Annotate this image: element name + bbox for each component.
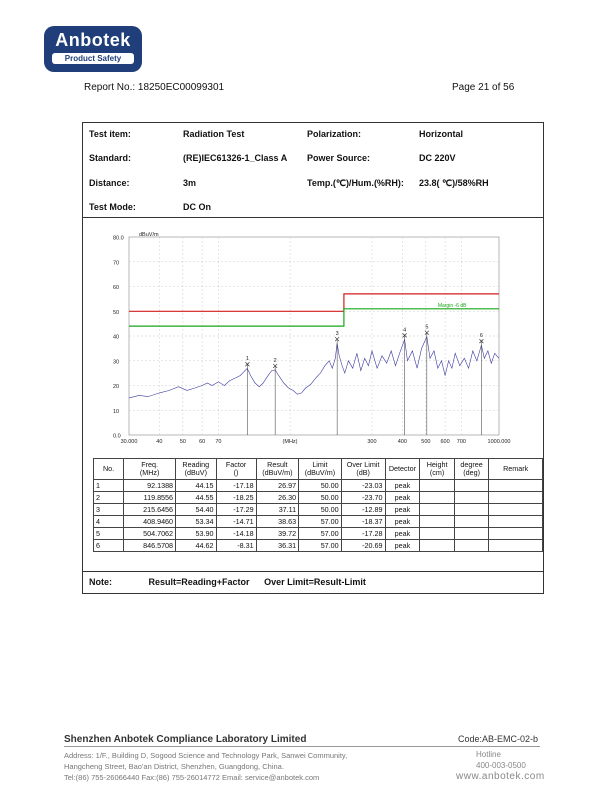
table-cell: 50.00 <box>299 504 342 516</box>
y-tick-label: 20 <box>113 384 120 390</box>
table-cell: 26.30 <box>256 492 299 504</box>
x-tick-label: 500 <box>421 439 431 445</box>
results-table-header <box>94 459 543 480</box>
results-table-body <box>94 480 543 552</box>
table-cell: 57.00 <box>299 516 342 528</box>
table-cell <box>489 480 543 492</box>
table-header-cell: Limit (dBuV/m) <box>299 459 342 480</box>
table-cell: 5 <box>94 528 124 540</box>
table-cell: 53.90 <box>176 528 216 540</box>
table-cell: 50.00 <box>299 480 342 492</box>
table-cell: peak <box>385 528 420 540</box>
x-tick-label: 1000.000 <box>487 439 511 445</box>
standard-label: Standard: <box>89 153 132 163</box>
table-header-cell: No. <box>94 459 124 480</box>
table-header-cell: Height (cm) <box>420 459 454 480</box>
power-source-value: DC 220V <box>419 153 456 163</box>
table-header-cell: Factor () <box>216 459 256 480</box>
table-cell <box>420 504 454 516</box>
note-formula-overlimit: Over Limit=Result-Limit <box>264 577 366 587</box>
footer-lab-name: Shenzhen Anbotek Compliance Laboratory Limited <box>64 734 307 745</box>
table-header-cell: Over Limit (dB) <box>341 459 385 480</box>
table-cell: -17.28 <box>341 528 385 540</box>
table-cell: 44.15 <box>176 480 216 492</box>
footer-address-line2: Hangcheng Street, Bao'an District, Shenzhen, Guangdong, China. <box>64 762 284 771</box>
x-tick-label: 40 <box>156 439 163 445</box>
company-logo <box>44 26 142 72</box>
table-cell: peak <box>385 540 420 552</box>
table-row <box>94 528 543 540</box>
x-tick-label: 400 <box>397 439 407 445</box>
test-item-value: Radiation Test <box>183 129 245 139</box>
marker-label: 5 <box>425 324 429 331</box>
marker-label: 6 <box>479 333 483 340</box>
table-cell: 57.00 <box>299 540 342 552</box>
table-cell: 408.9460 <box>124 516 176 528</box>
table-header-cell: Detector <box>385 459 420 480</box>
table-cell: 53.34 <box>176 516 216 528</box>
page-number: Page 21 of 56 <box>452 82 515 93</box>
test-mode-value: DC On <box>183 202 211 212</box>
table-cell <box>454 504 489 516</box>
temp-hum-value: 23.8( ℃)/58%RH <box>419 178 489 188</box>
y-tick-label: 80.0 <box>113 235 124 242</box>
table-cell: 92.1388 <box>124 480 176 492</box>
table-cell: -14.18 <box>216 528 256 540</box>
y-tick-label: 10 <box>113 408 120 415</box>
power-source-label: Power Source: <box>307 153 371 163</box>
table-cell: 44.55 <box>176 492 216 504</box>
test-report-frame <box>82 122 544 594</box>
table-row <box>94 516 543 528</box>
y-axis-label: dBuV/m <box>139 232 159 238</box>
table-cell: 846.5708 <box>124 540 176 552</box>
table-cell: 54.40 <box>176 504 216 516</box>
table-cell: -8.31 <box>216 540 256 552</box>
footer-contact: Tel:(86) 755-26066440 Fax:(86) 755-26014772 Email: service@anbotek.com <box>64 773 320 782</box>
x-tick-label: (MHz) <box>282 439 298 445</box>
table-cell: -18.25 <box>216 492 256 504</box>
note-divider <box>83 571 543 572</box>
y-tick-label: 70 <box>113 260 120 267</box>
table-header-cell: degree (deg) <box>454 459 489 480</box>
table-cell: 4 <box>94 516 124 528</box>
table-cell <box>454 528 489 540</box>
footer-form-code: Code:AB-EMC-02-b <box>458 734 539 744</box>
table-cell: -14.71 <box>216 516 256 528</box>
table-header-cell: Result (dBuV/m) <box>256 459 299 480</box>
table-header-cell: Reading (dBuV) <box>176 459 216 480</box>
y-tick-label: 60 <box>113 285 120 291</box>
table-cell: peak <box>385 516 420 528</box>
table-cell: -18.37 <box>341 516 385 528</box>
table-cell: 26.97 <box>256 480 299 492</box>
table-row <box>94 540 543 552</box>
footer-hotline-number: 400-003-0500 <box>476 761 526 770</box>
note-label: Note: <box>89 577 112 587</box>
table-cell: 38.63 <box>256 516 299 528</box>
table-cell: -17.29 <box>216 504 256 516</box>
table-cell: -17.18 <box>216 480 256 492</box>
table-cell <box>420 528 454 540</box>
distance-value: 3m <box>183 178 197 188</box>
table-cell <box>420 516 454 528</box>
table-cell: 50.00 <box>299 492 342 504</box>
footer-hotline-label: Hotline <box>476 750 501 759</box>
table-cell: 215.6456 <box>124 504 176 516</box>
polarization-label: Polarization: <box>307 129 362 139</box>
x-tick-label: 50 <box>179 439 186 445</box>
note <box>89 577 366 587</box>
y-tick-label: 50 <box>113 309 120 316</box>
table-cell: 6 <box>94 540 124 552</box>
marker-label: 3 <box>335 331 339 338</box>
y-tick-label: 40 <box>113 334 120 341</box>
table-cell <box>420 480 454 492</box>
table-cell: 3 <box>94 504 124 516</box>
test-item-label: Test item: <box>89 129 131 139</box>
x-tick-label: 60 <box>199 439 206 445</box>
table-cell: 57.00 <box>299 528 342 540</box>
table-cell <box>489 528 543 540</box>
table-row <box>94 492 543 504</box>
distance-label: Distance: <box>89 178 130 188</box>
x-tick-label: 300 <box>367 439 377 445</box>
table-row <box>94 504 543 516</box>
logo-subtitle: Product Safety <box>52 53 134 64</box>
logo-brand: Anbotek <box>55 30 131 50</box>
emission-chart-svg <box>89 227 521 453</box>
table-cell: 504.7062 <box>124 528 176 540</box>
table-cell: 2 <box>94 492 124 504</box>
table-cell <box>454 540 489 552</box>
table-cell: 44.62 <box>176 540 216 552</box>
table-cell <box>489 540 543 552</box>
table-cell <box>454 492 489 504</box>
table-cell <box>420 492 454 504</box>
table-cell: 36.31 <box>256 540 299 552</box>
table-row <box>94 480 543 492</box>
table-cell <box>454 480 489 492</box>
x-tick-label: 70 <box>215 439 222 445</box>
x-tick-label: 30.000 <box>120 439 138 445</box>
marker-label: 4 <box>403 327 407 334</box>
footer-address-line1: Address: 1/F., Building D, Sogood Science and Technology Park, Sanwei Community, <box>64 751 348 760</box>
table-header-cell: Freq. (MHz) <box>124 459 176 480</box>
table-cell: peak <box>385 480 420 492</box>
x-tick-label: 600 <box>440 439 450 445</box>
table-cell <box>489 492 543 504</box>
table-cell: 119.8556 <box>124 492 176 504</box>
note-formula-result: Result=Reading+Factor <box>148 577 250 587</box>
table-cell: -12.89 <box>341 504 385 516</box>
table-cell: 39.72 <box>256 528 299 540</box>
info-divider <box>83 217 543 218</box>
emission-chart <box>89 227 521 453</box>
report-number: Report No.: 18250EC00099301 <box>84 82 225 93</box>
temp-hum-label: Temp.(℃)/Hum.(%RH): <box>307 178 404 188</box>
table-cell: 37.11 <box>256 504 299 516</box>
table-cell <box>489 516 543 528</box>
y-tick-label: 30 <box>113 359 120 366</box>
table-cell: 1 <box>94 480 124 492</box>
footer-website: www.anbotek.com <box>456 771 545 782</box>
table-cell <box>420 540 454 552</box>
test-mode-label: Test Mode: <box>89 202 136 212</box>
table-cell <box>454 516 489 528</box>
footer-divider <box>64 746 540 747</box>
table-header-cell: Remark <box>489 459 543 480</box>
marker-label: 2 <box>273 357 277 364</box>
table-cell: -23.70 <box>341 492 385 504</box>
margin-line-label: Margin -6 dB <box>437 302 467 309</box>
table-cell: -20.69 <box>341 540 385 552</box>
x-tick-label: 700 <box>456 439 466 445</box>
table-cell: peak <box>385 504 420 516</box>
table-cell <box>489 504 543 516</box>
results-table <box>93 458 543 552</box>
y-tick-label: 0.0 <box>113 433 121 440</box>
table-cell: -23.03 <box>341 480 385 492</box>
table-cell: peak <box>385 492 420 504</box>
polarization-value: Horizontal <box>419 129 463 139</box>
marker-label: 1 <box>245 356 249 363</box>
standard-value: (RE)IEC61326-1_Class A <box>183 153 288 163</box>
